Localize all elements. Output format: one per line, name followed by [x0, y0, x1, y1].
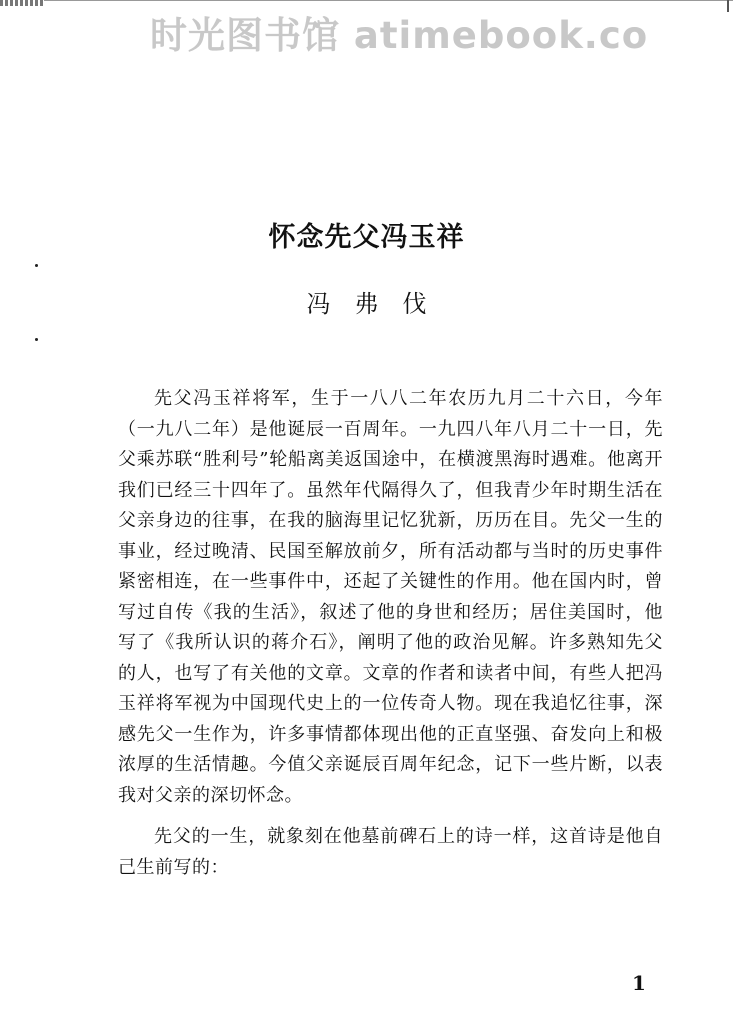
article-author: 冯弗伐 [306, 290, 451, 318]
watermark: 时光图书馆 atimebook.co [150, 14, 649, 57]
scan-speck [35, 338, 38, 341]
scan-corner-mark [0, 0, 44, 6]
page-number: 1 [632, 971, 646, 995]
top-border-line [0, 0, 733, 1]
scan-speck [35, 264, 38, 267]
scan-edge-mark [727, 0, 729, 12]
article-body [118, 384, 663, 883]
body-paragraph: 先父冯玉祥将军，生于一八八二年农历九月二十六日，今年（一九八二年）是他诞辰一百周年。一九四八年八月二十一日，先父乘苏联“胜利号”轮船离美返国途中，在横渡黑海时遇难。他离开我们已经三十四年了。虽然年代隔得久了，但我青少年时期生活在父亲身边的往事，在我的脑海里记忆犹新，历历在目。先父一生的事业，经过晚清、民国至解放前夕，所有活动都与当时的历史事件紧密相连，在一些事件中，还起了关键性的作用。他在国内时，曾写过自传《我的生活》，叙述了他的身世和经历；居住美国时，他写了《我所认识的蒋介石》，阐明了他的政治见解。许多熟知先父的人，也写了有关他的文章。文章的作者和读者中间，有些人把冯玉祥将军视为中国现代史上的一位传奇人物。现在我追忆往事，深感先父一生作为，许多事情都体现出他的正直坚强、奋发向上和极浓厚的生活情趣。今值父亲诞辰百周年纪念，记下一些片断，以表我对父亲的深切怀念。 [118, 388, 663, 806]
article-title: 怀念先父冯玉祥 [268, 222, 465, 253]
body-paragraph: 先父的一生，就象刻在他墓前碑石上的诗一样，这首诗是他自己生前写的： [118, 826, 663, 878]
